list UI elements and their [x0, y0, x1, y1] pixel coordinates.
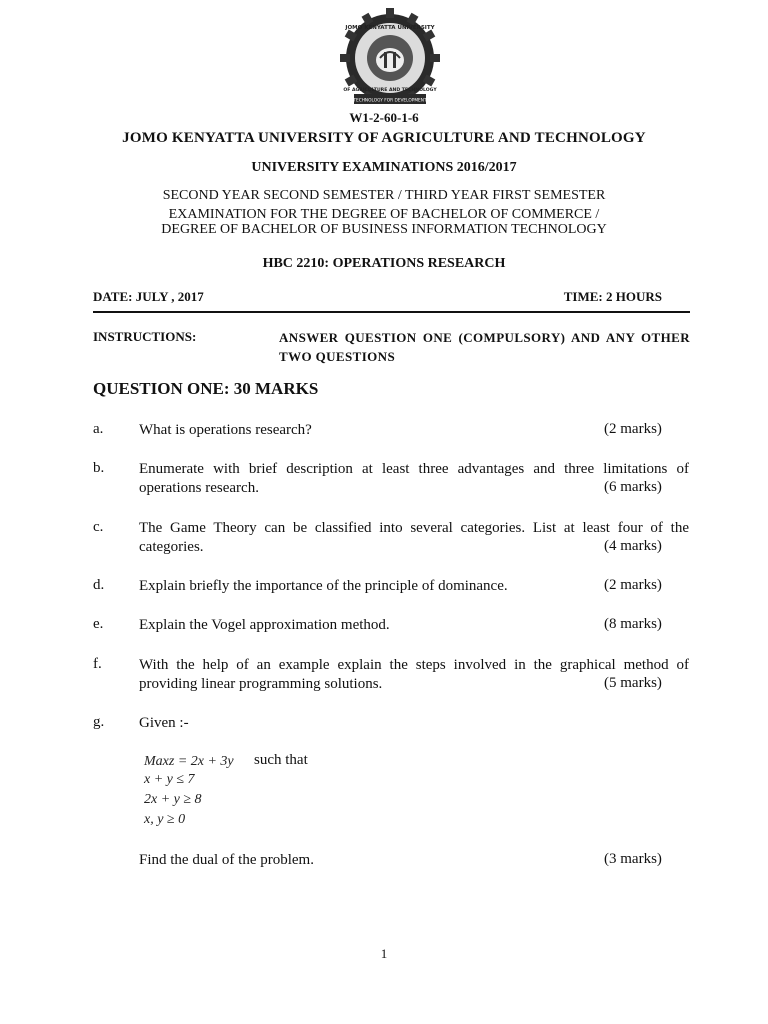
exam-code: W1-2-60-1-6: [349, 110, 419, 125]
exam-duration: TIME: 2 HOURS: [563, 289, 662, 304]
question-marks: (8 marks): [604, 616, 662, 632]
logo-ring-text-top: JOMO KENYATTA UNIVERSITY: [345, 25, 435, 31]
question-text: Given :-: [139, 715, 189, 731]
question-marks: (6 marks): [604, 479, 662, 495]
question-letter: g.: [93, 714, 105, 730]
constraint: 2x + y ≥ 8: [144, 792, 202, 807]
question-marks: (2 marks): [604, 421, 662, 437]
date-time-bar: [93, 289, 690, 313]
logo-motto: TECHNOLOGY FOR DEVELOPMENT: [353, 98, 427, 104]
course-line-1: SECOND YEAR SECOND SEMESTER / THIRD YEAR FIRST SEMESTER: [162, 188, 606, 203]
constraint: x + y ≤ 7: [144, 772, 195, 787]
question-text: With the help of an example explain the steps involved in the graphical method of providing linear programming solutions.: [139, 657, 689, 692]
question-letter: d.: [93, 577, 105, 593]
dual-question: Find the dual of the problem.: [139, 852, 314, 868]
question-text: Explain briefly the importance of the principle of dominance.: [139, 578, 508, 594]
objective-function: Maxz = 2x + 3y: [144, 754, 234, 769]
question-marks: (3 marks): [604, 851, 662, 867]
question-text: The Game Theory can be classified into several categories. List at least four of the categories.: [139, 520, 689, 555]
question-text: Enumerate with brief description at least three advantages and three limitations of operations research.: [139, 461, 689, 496]
question-marks: (4 marks): [604, 538, 662, 554]
exam-session: UNIVERSITY EXAMINATIONS 2016/2017: [251, 160, 517, 175]
course-line-3: DEGREE OF BACHELOR OF BUSINESS INFORMATION TECHNOLOGY: [161, 222, 607, 237]
exam-date: DATE: JULY , 2017: [93, 289, 204, 304]
such-that-label: such that: [254, 752, 308, 768]
question-text: What is operations research?: [139, 422, 312, 438]
question-letter: f.: [93, 656, 102, 672]
question-letter: b.: [93, 460, 105, 476]
instructions-label: INSTRUCTIONS:: [93, 329, 197, 344]
question-marks: (2 marks): [604, 577, 662, 593]
logo-ring-text-bottom: OF AGRICULTURE AND TECHNOLOGY: [343, 88, 437, 93]
question-letter: e.: [93, 616, 104, 632]
page-number: 1: [380, 946, 388, 961]
instructions-text: ANSWER QUESTION ONE (COMPULSORY) AND ANY OTHER TWO QUESTIONS: [279, 330, 690, 364]
question-marks: (5 marks): [604, 675, 662, 691]
course-line-2: EXAMINATION FOR THE DEGREE OF BACHELOR OF COMMERCE /: [168, 207, 600, 222]
unit-title: HBC 2210: OPERATIONS RESEARCH: [262, 256, 506, 271]
question-text: Explain the Vogel approximation method.: [139, 617, 390, 633]
question-one-heading: QUESTION ONE: 30 MARKS: [93, 379, 319, 398]
constraint: x, y ≥ 0: [144, 812, 186, 827]
university-name: JOMO KENYATTA UNIVERSITY OF AGRICULTURE AND TECHNOLOGY: [122, 130, 646, 146]
university-logo: [340, 8, 440, 108]
question-letter: c.: [93, 519, 104, 535]
question-letter: a.: [93, 421, 104, 437]
